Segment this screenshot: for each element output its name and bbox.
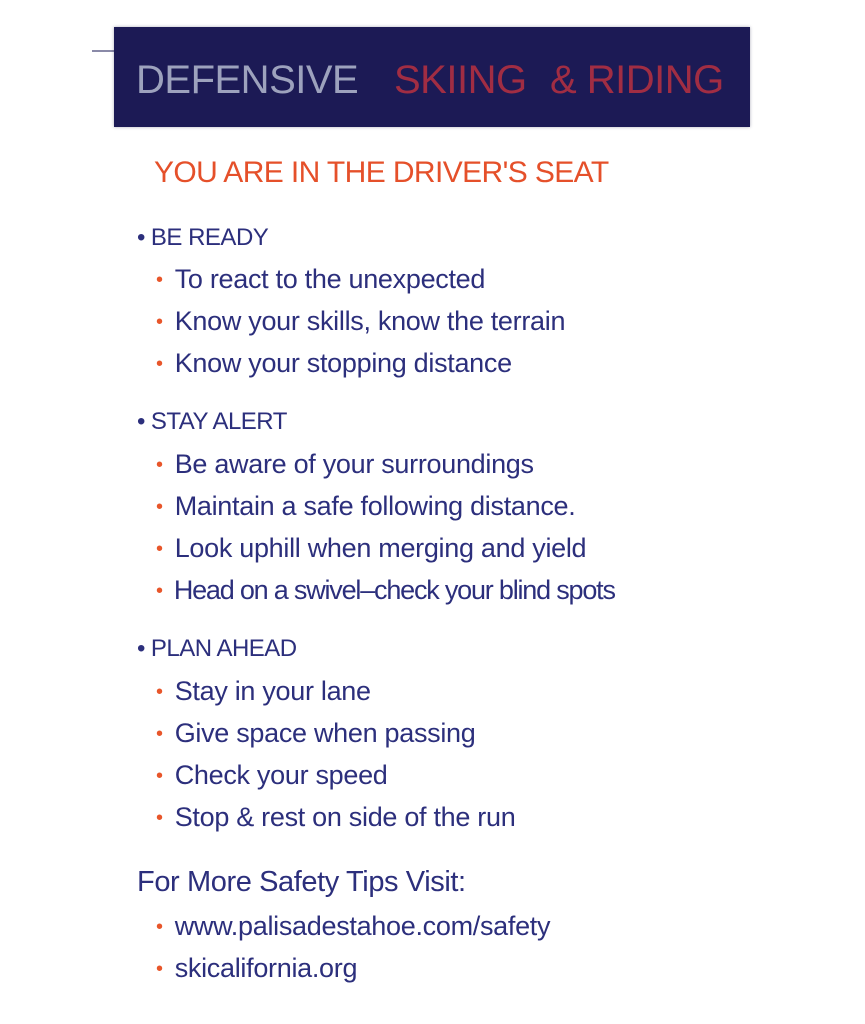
bullet-icon: • — [156, 765, 163, 787]
bullet-icon: • — [156, 496, 163, 518]
list-item: • Head on a swivel–check your blind spots — [156, 575, 615, 605]
bullet-icon: • — [156, 916, 163, 938]
list-item: • Maintain a safe following distance. — [156, 491, 576, 521]
link-item[interactable] — [156, 909, 550, 946]
bullet-icon: • — [156, 723, 163, 745]
bullet-icon: • — [156, 958, 163, 980]
list-item: • Stay in your lane — [156, 676, 371, 706]
more-tips-heading: For More Safety Tips Visit: — [137, 866, 466, 898]
list-item: • Know your skills, know the terrain — [156, 306, 566, 336]
banner-word-riding: & RIDING — [550, 58, 724, 102]
list-item: • Be aware of your surroundings — [156, 449, 534, 479]
bullet-icon: • — [156, 580, 162, 602]
bullet-icon: • — [156, 353, 163, 375]
list-item: • To react to the unexpected — [156, 264, 486, 294]
bullet-icon: • — [156, 311, 163, 333]
section-heading-stay-alert: • STAY ALERT — [137, 408, 287, 435]
bullet-icon: • — [137, 224, 145, 251]
list-item: • Look uphill when merging and yield — [156, 533, 587, 563]
bullet-icon: • — [137, 635, 145, 662]
section-heading-be-ready: • BE READY — [137, 224, 269, 251]
section-heading-plan-ahead: • PLAN AHEAD — [137, 635, 297, 662]
list-item: • Know your stopping distance — [156, 348, 512, 378]
banner-word-defensive: DEFENSIVE — [136, 58, 359, 102]
list-item: • Stop & rest on side of the run — [156, 802, 516, 832]
bullet-icon: • — [156, 538, 163, 560]
subtitle: YOU ARE IN THE DRIVER'S SEAT — [154, 156, 609, 189]
bullet-icon: • — [156, 807, 163, 829]
bullet-icon: • — [156, 454, 163, 476]
bullet-icon: • — [156, 681, 163, 703]
bullet-icon: • — [156, 269, 163, 291]
safety-link[interactable]: www.palisadestahoe.com/safety — [174, 911, 551, 941]
bullet-icon: • — [137, 408, 145, 435]
banner-word-skiing: SKIING — [394, 58, 527, 102]
list-item: • Check your speed — [156, 760, 388, 790]
skicalifornia-link[interactable]: skicalifornia.org — [174, 953, 358, 983]
link-item[interactable] — [156, 951, 357, 988]
list-item: • Give space when passing — [156, 718, 476, 748]
